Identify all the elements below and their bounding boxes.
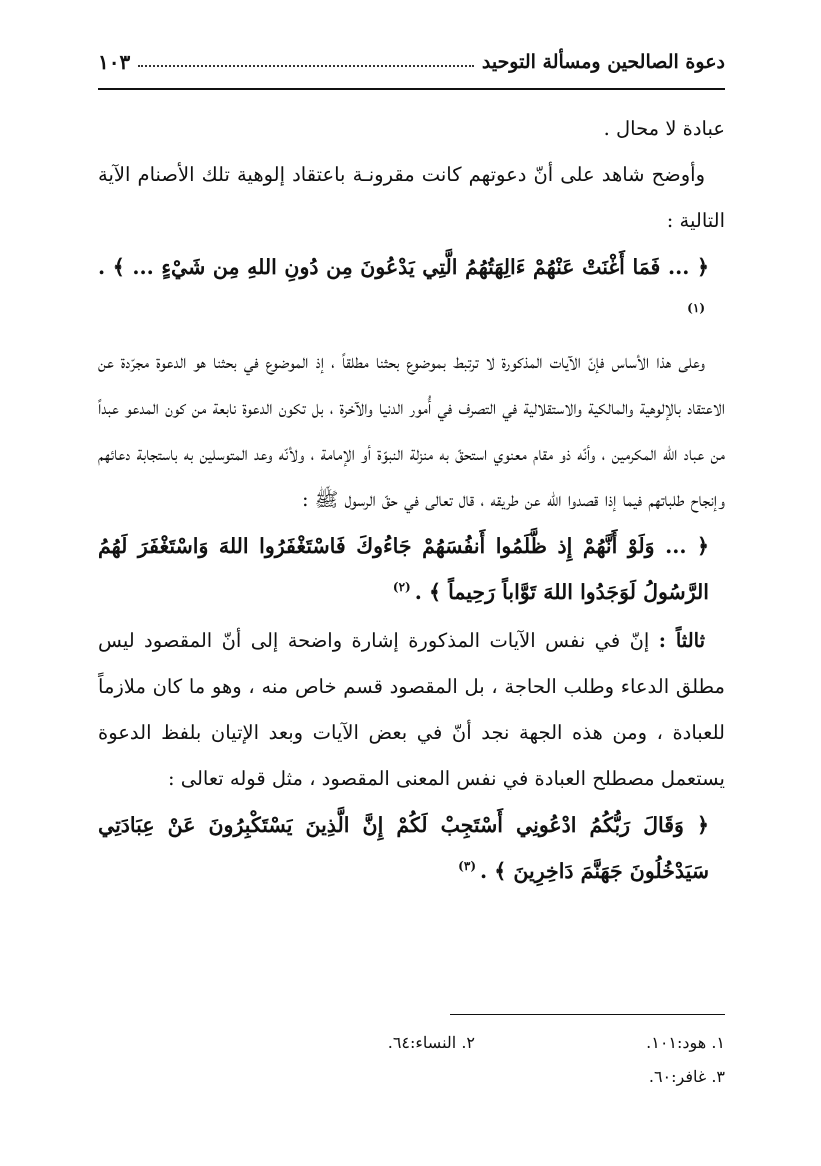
verse-2-text: ﴿ ... وَلَوْ أَنَّهُمْ إِذ ظَّلَمُوا أَنفُسَهُمْ جَاءُوكَ فَاسْتَغْفَرُوا اللهَ وَاسْتَغْفَرَ لَهُمُ الرَّسُولُ لَوَجَدُوا اللهَ تَوَّاباً رَحِيماً ﴾ . bbox=[98, 534, 709, 604]
footnote-ref-1: (١) bbox=[687, 301, 705, 315]
header-rule bbox=[98, 88, 725, 90]
paragraph-4-text: إنّ في نفس الآيات المذكورة إشارة واضحة إلى أنّ المقصود ليس مطلق الدعاء وطلب الحاجة ، بل المقصود قسم خاص منه ، وهو ما كان ملازماً للعبادة ، ومن هذه الجهة نجد أنّ في بعض الآيات وبعد الإتيان بلفظ الدعوة يستعمل مصطلح العبادة في نفس المعنى المقصود ، مثل قوله تعالى : bbox=[98, 629, 725, 790]
paragraph-2: وأوضح شاهد على أنّ دعوتهم كانت مقرونـة باعتقاد إلوهية تلك الأصنام الآية التالية : bbox=[98, 163, 725, 232]
paragraph-4 bbox=[98, 618, 725, 802]
footnote-rule bbox=[450, 1014, 725, 1015]
page-number: ١٠٣ bbox=[98, 50, 131, 74]
paragraph-3: وعلى هذا الأساس فإنّ الآيات المذكورة لا ترتبط بموضوع بحثنا مطلقاً ، إذ الموضوع في بحثنا هو الدعوة مجرّدة عن الاعتقاد بالإلوهية والمالكية والاستقلالية في التصرف في أُمور الدنيا والآخرة ، بل تكون الدعوة نابعة من كون المدعو عبداً من عباد الله المكرمين ، وأنّه ذو مقام معنوي استحقّ به منزلة النبوّة أو الإمامة ، ولأنّه وعد المتوسلين به باستجابة دعائهم وإنجاح طلباتهم فيما إذا قصدوا الله عن طريقه ، قال تعالى في حقّ الرسول ﷺ : bbox=[98, 350, 725, 511]
footnote-ref-3: (٣) bbox=[458, 859, 476, 873]
quran-verse-1 bbox=[98, 244, 725, 339]
verse-3-text: ﴿ وَقَالَ رَبُّكُمُ ادْعُونِي أَسْتَجِبْ لَكُمْ إِنَّ الَّذِينَ يَسْتَكْبِرُونَ عَنْ عِبَادَتِي سَيَدْخُلُونَ جَهَنَّمَ دَاخِرِينَ ﴾ . bbox=[98, 813, 709, 883]
footnote-2: ٢. النساء:٦٤. bbox=[387, 1033, 475, 1052]
footnotes bbox=[98, 1026, 725, 1094]
footnote-ref-2: (٢) bbox=[392, 580, 411, 594]
footnote-1: ١. هود:١٠١. bbox=[646, 1033, 725, 1052]
quran-verse-3 bbox=[98, 802, 725, 897]
verse-1-text: ﴿ ... فَمَا أَغْنَتْ عَنْهُمْ ءَالِهَتُهُمُ الَّتِي يَدْعُونَ مِن دُونِ اللهِ مِن شَيْءٍ ... ﴾ . bbox=[98, 255, 709, 279]
running-header bbox=[98, 48, 725, 76]
footnote-row bbox=[98, 1026, 725, 1060]
running-title: دعوة الصالحين ومسألة التوحيد bbox=[481, 51, 725, 73]
body-text bbox=[98, 106, 725, 897]
footnote-3: ٣. غافر:٦٠. bbox=[648, 1067, 725, 1086]
paragraph-4-lead: ثالثاً : bbox=[658, 629, 706, 652]
paragraph-1: عبادة لا محال . bbox=[603, 117, 725, 140]
quran-verse-2 bbox=[98, 523, 725, 618]
header-dot-leader bbox=[138, 65, 474, 67]
